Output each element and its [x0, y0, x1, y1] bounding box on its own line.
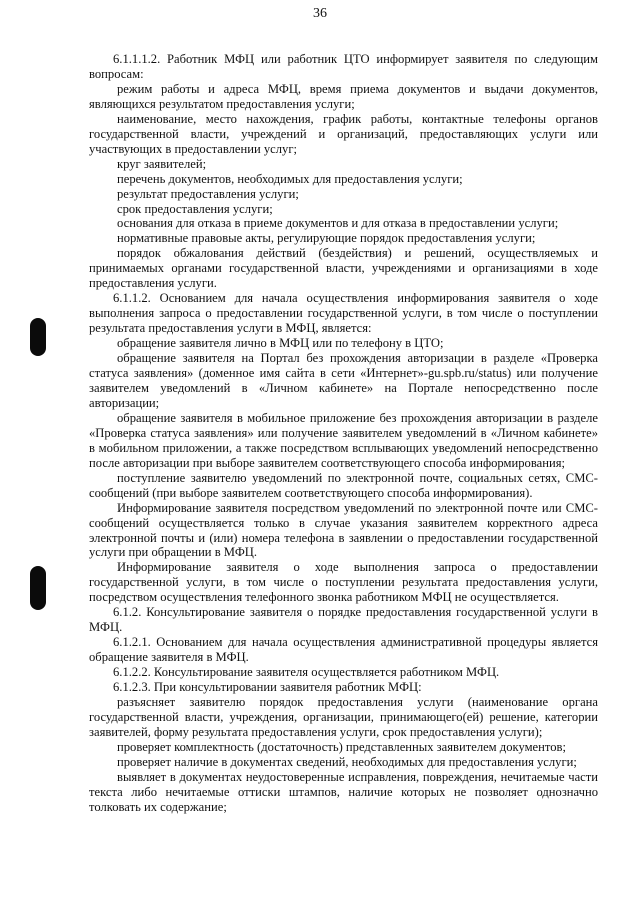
paragraph: основания для отказа в приеме документов и для отказа в предоставлении услуги; [117, 216, 559, 231]
paragraph: обращение заявителя на Портал без прохождения авторизации в разделе «Проверка статуса заявления» (доменное имя сайта в сети «Интернет»-gu.spb.ru/status) или получение заявителем уведомлений в «Личном кабинете» на Портале непосредственно после авторизации; [89, 351, 598, 410]
punch-hole-mark-bottom [30, 566, 46, 610]
paragraph: обращение заявителя лично в МФЦ или по телефону в ЦТО; [117, 336, 444, 351]
page-number: 36 [313, 6, 327, 21]
paragraph: 6.1.1.1.2. Работник МФЦ или работник ЦТО информирует заявителя по следующим вопросам: [89, 52, 598, 81]
punch-hole-mark-top [30, 318, 46, 356]
paragraph: результат предоставления услуги; [117, 186, 299, 201]
paragraph: нормативные правовые акты, регулирующие порядок предоставления услуги; [117, 231, 536, 246]
paragraph: 6.1.2.1. Основанием для начала осуществления административной процедуры является обращение заявителя в МФЦ. [89, 635, 598, 665]
paragraph: порядок обжалования действий (бездействия) и решений, осуществляемых и принимаемых органами государственной власти, учреждениями и организациями в ходе предоставления услуги. [89, 246, 598, 291]
paragraph: выявляет в документах неудостоверенные исправления, повреждения, нечитаемые части текста либо нечитаемые оттиски штампов, наличие которых не позволяет однозначно толковать их содержание; [89, 769, 598, 814]
paragraph: 6.1.2.3. При консультировании заявителя работник МФЦ: [113, 680, 422, 695]
paragraph: наименование, место нахождения, график работы, контактные телефоны органов государственной власти, учреждений и организаций, предоставляющих услуги или участвующих в предоставлении услуг; [89, 111, 598, 156]
paragraph: круг заявителей; [117, 156, 207, 171]
paragraph: разъясняет заявителю порядок предоставления услуги (наименование органа государственной власти, учреждения, организации, принимающего(ей) решение, категории заявителей, форму результата предоставления услуги, срок предоставления услуги); [89, 694, 598, 739]
paragraph: 6.1.2.2. Консультирование заявителя осуществляется работником МФЦ. [113, 665, 500, 680]
paragraph: обращение заявителя в мобильное приложение без прохождения авторизации в разделе «Проверка статуса заявления» или получение заявителем уведомлений в «Личном кабинете» в мобильном приложении, а также посредством всплывающих уведомлений непосредственно после авторизации при выборе заявителем соответствующего способа информирования; [89, 410, 598, 470]
paragraph: 6.1.1.2. Основанием для начала осуществления информирования заявителя о ходе выполнения запроса о предоставлении государственной услуги, в том числе о поступлении результата предоставления услуги в МФЦ, является: [89, 291, 598, 336]
paragraph: режим работы и адреса МФЦ, время приема документов и выдачи документов, являющихся результатом предоставления услуги; [89, 81, 598, 111]
paragraph: срок предоставления услуги; [117, 201, 273, 216]
paragraph: Информирование заявителя о ходе выполнения запроса о предоставлении государственной услуги, в том числе о поступлении результата предоставления услуги, посредством осуществления телефонного звонка работником МФЦ не осуществляется. [89, 560, 598, 605]
paragraph: 6.1.2. Консультирование заявителя о порядке предоставления государственной услуги в МФЦ. [89, 605, 598, 635]
paragraph: перечень документов, необходимых для предоставления услуги; [117, 171, 463, 186]
paragraph: поступление заявителю уведомлений по электронной почте, социальных сетях, СМС-сообщений (при выборе заявителем соответствующего способа информирования). [89, 470, 598, 500]
paragraph: проверяет комплектность (достаточность) представленных заявителем документов; [117, 739, 566, 754]
document-body [89, 52, 598, 815]
paragraph: Информирование заявителя посредством уведомлений по электронной почте или СМС-сообщений осуществляется только в случае указания заявителем корректного адреса электронной почты и (или) номера телефона в заявлении о предоставлении государственной услуги при обращении в МФЦ. [89, 500, 598, 560]
paragraph: проверяет наличие в документах сведений, необходимых для предоставления услуги; [117, 754, 577, 769]
